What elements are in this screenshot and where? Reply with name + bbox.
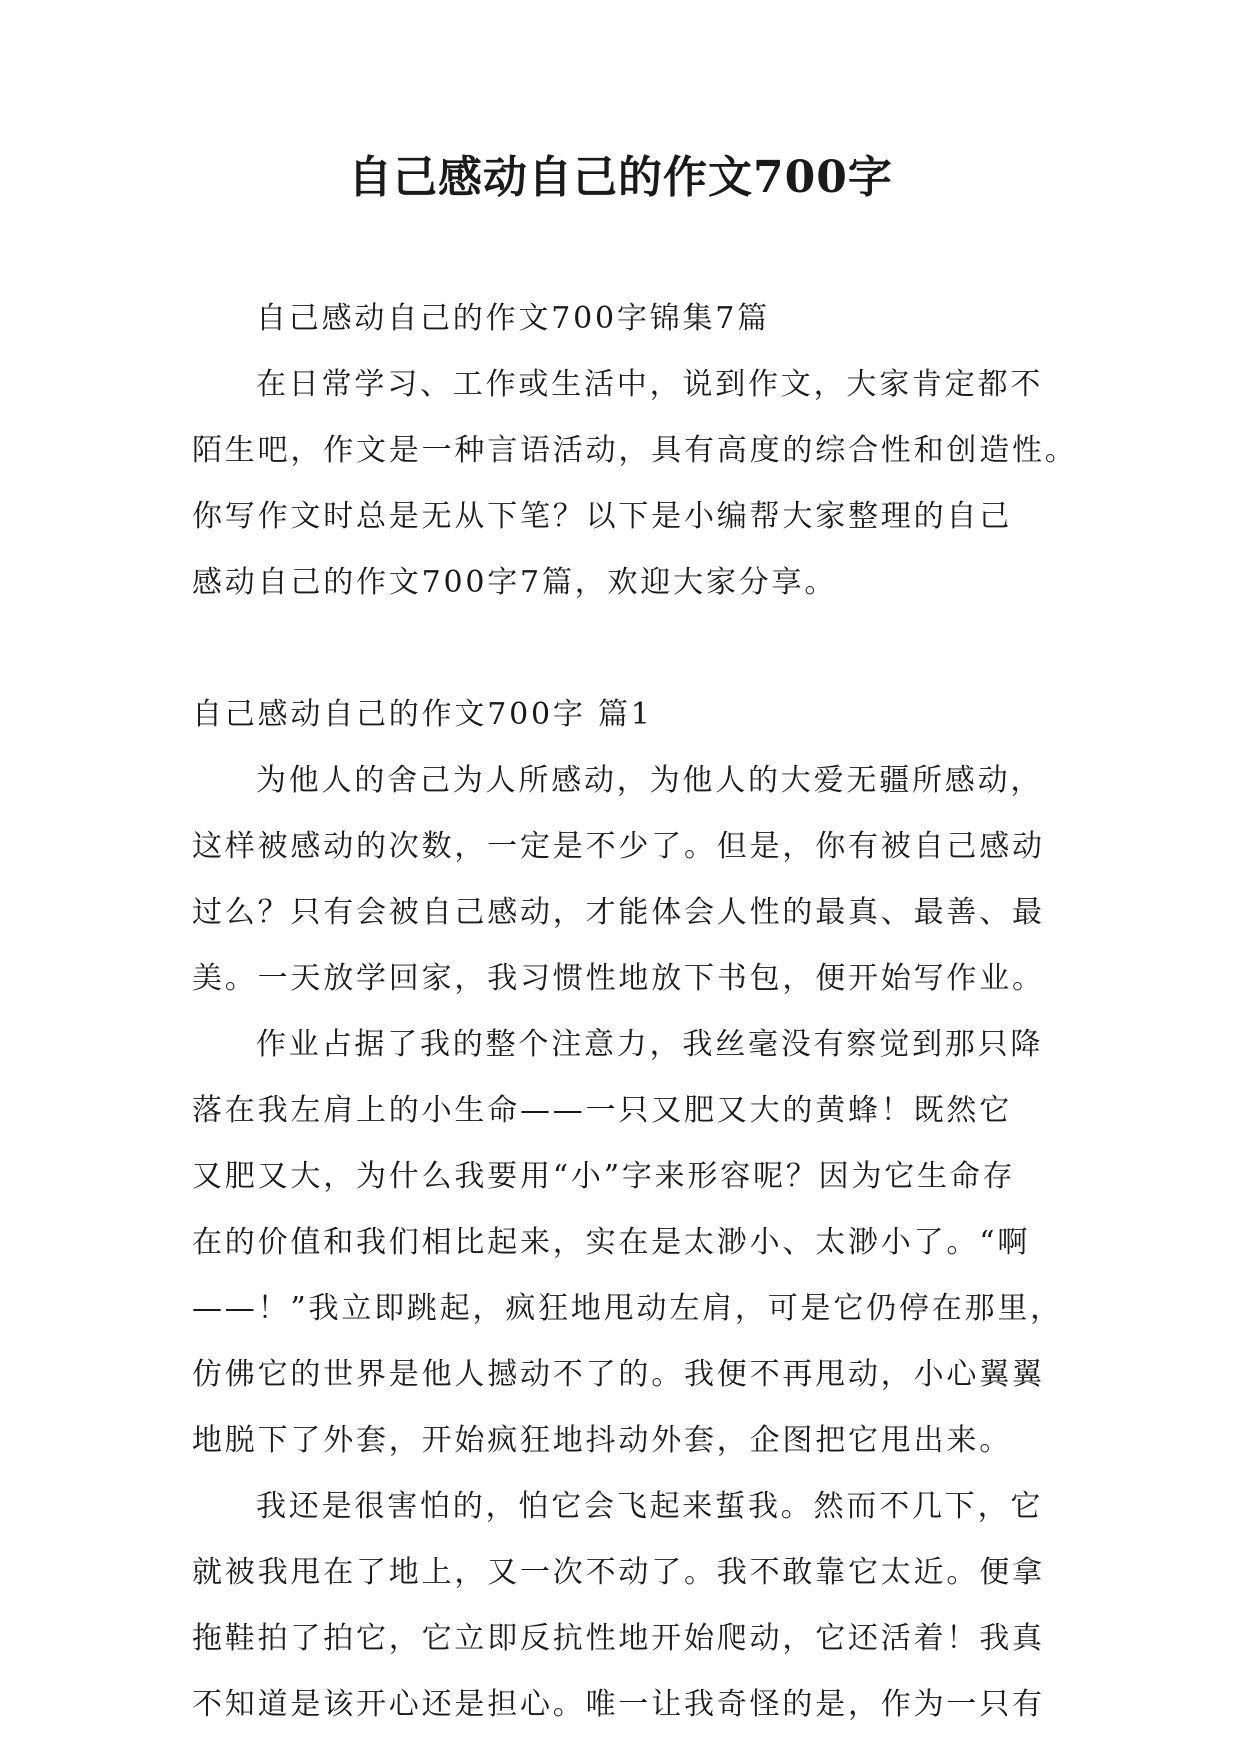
text-line: 仿佛它的世界是他人撼动不了的。我便不再甩动，小心翼翼 [192,1357,1045,1392]
text-line: 落在我左肩上的小生命——一只又肥又大的黄蜂！既然它 [192,1093,1012,1128]
section-heading: 自己感动自己的作文700字 篇1 [192,697,653,732]
text-line: 我还是很害怕的，怕它会飞起来蜇我。然而不几下，它 [256,1489,1044,1524]
text-line: ——！”我立即跳起，疯狂地甩动左肩，可是它仍停在那里， [192,1291,1063,1326]
text-line: 地脱下了外套，开始疯狂地抖动外套，企图把它甩出来。 [192,1423,1012,1458]
text-line: 陌生吧，作文是一种言语活动，具有高度的综合性和创造性。 [192,433,1078,468]
text-line: 这样被感动的次数，一定是不少了。但是，你有被自己感动 [192,829,1045,864]
text-line: 过么？只有会被自己感动，才能体会人性的最真、最善、最 [192,895,1045,930]
text-line: 作业占据了我的整个注意力，我丝毫没有察觉到那只降 [256,1027,1044,1062]
text-line: 在日常学习、工作或生活中，说到作文，大家肯定都不 [256,367,1044,402]
text-line: 拖鞋拍了拍它，它立即反抗性地开始爬动，它还活着！我真 [192,1621,1045,1656]
blank-line [192,616,1072,682]
text-line: 在的价值和我们相比起来，实在是太渺小、太渺小了。“啊 [192,1225,1031,1260]
text-line: 你写作文时总是无从下笔？以下是小编帮大家整理的自己 [192,499,1012,534]
text-line: 美。一天放学回家，我习惯性地放下书包，便开始写作业。 [192,961,1045,996]
text-line: 为他人的舍己为人所感动，为他人的大爱无疆所感动， [256,763,1044,798]
page-title: 自己感动自己的作文700字 [348,152,893,203]
text-line: 又肥又大，为什么我要用“小”字来形容呢？因为它生命存 [192,1159,1016,1194]
text-line: 就被我甩在了地上，又一次不动了。我不敢靠它太近。便拿 [192,1555,1045,1590]
text-line: 不知道是该开心还是担心。唯一让我奇怪的是，作为一只有 [192,1687,1045,1722]
subtitle-line: 自己感动自己的作文700字锦集7篇 [256,301,770,336]
article-body [192,286,1078,1738]
text-line: 感动自己的作文700字7篇，欢迎大家分享。 [192,565,838,600]
